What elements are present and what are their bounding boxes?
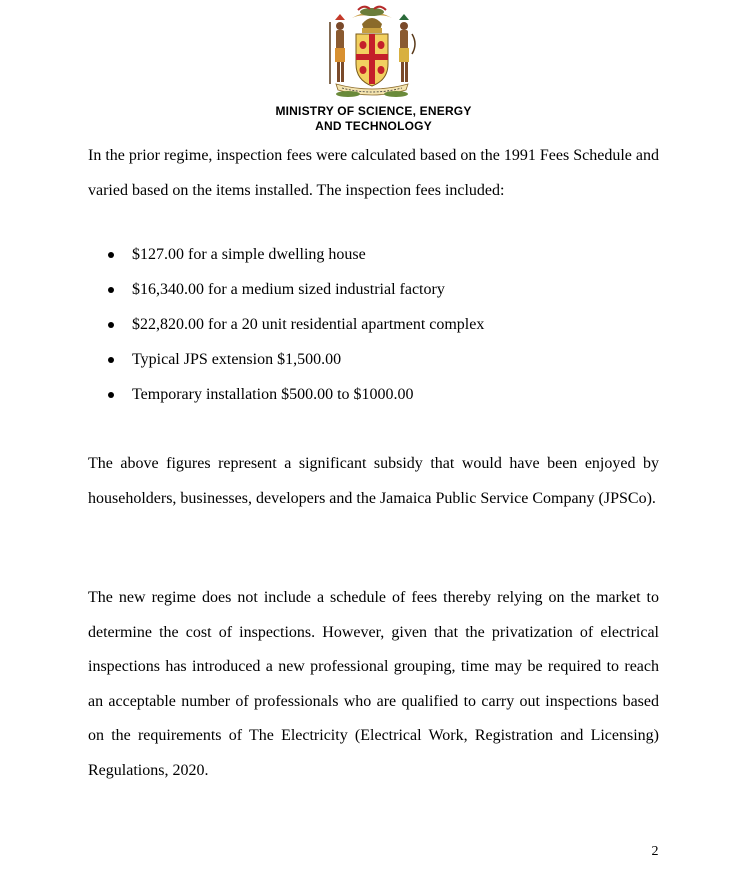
bullet-icon bbox=[108, 392, 114, 398]
list-item-text: Temporary installation $500.00 to $1000.00 bbox=[132, 386, 414, 403]
list-item-text: $127.00 for a simple dwelling house bbox=[132, 246, 366, 263]
list-item bbox=[104, 342, 484, 377]
bullet-icon bbox=[108, 357, 114, 363]
list-item-text: $16,340.00 for a medium sized industrial factory bbox=[132, 281, 445, 298]
fee-bullet-list bbox=[104, 237, 484, 412]
bullet-icon bbox=[108, 322, 114, 328]
bullet-icon bbox=[108, 287, 114, 293]
list-item bbox=[104, 377, 484, 412]
list-item-text: $22,820.00 for a 20 unit residential apartment complex bbox=[132, 316, 485, 333]
ministry-title-line-2: AND TECHNOLOGY bbox=[315, 119, 432, 133]
list-item bbox=[104, 307, 484, 342]
paragraph-prior-regime: In the prior regime, inspection fees were calculated based on the 1991 Fees Schedule and varied based on the items installed. The inspection fees included: bbox=[88, 147, 659, 199]
list-item bbox=[104, 272, 484, 307]
paragraph-new-regime: The new regime does not include a schedule of fees thereby relying on the market to determine the cost of inspections. However, given that the privatization of electrical inspections has introduced a new professional grouping, time may be required to reach an acceptable number of professionals who are qualified to carry out inspections based on the requirements of The Electricity (Electrical Work, Registration and Licensing) Regulations, 2020. bbox=[88, 589, 659, 779]
list-item bbox=[104, 237, 484, 272]
bullet-icon bbox=[108, 252, 114, 258]
page-number: 2 bbox=[651, 844, 659, 859]
ministry-title-line-1: MINISTRY OF SCIENCE, ENERGY bbox=[275, 104, 472, 118]
list-item-text: Typical JPS extension $1,500.00 bbox=[132, 351, 342, 368]
coat-of-arms-emblem bbox=[318, 4, 426, 104]
paragraph-subsidy: The above figures represent a significant subsidy that would have been enjoyed by householders, businesses, developers and the Jamaica Public Service Company (JPSCo). bbox=[88, 455, 659, 507]
